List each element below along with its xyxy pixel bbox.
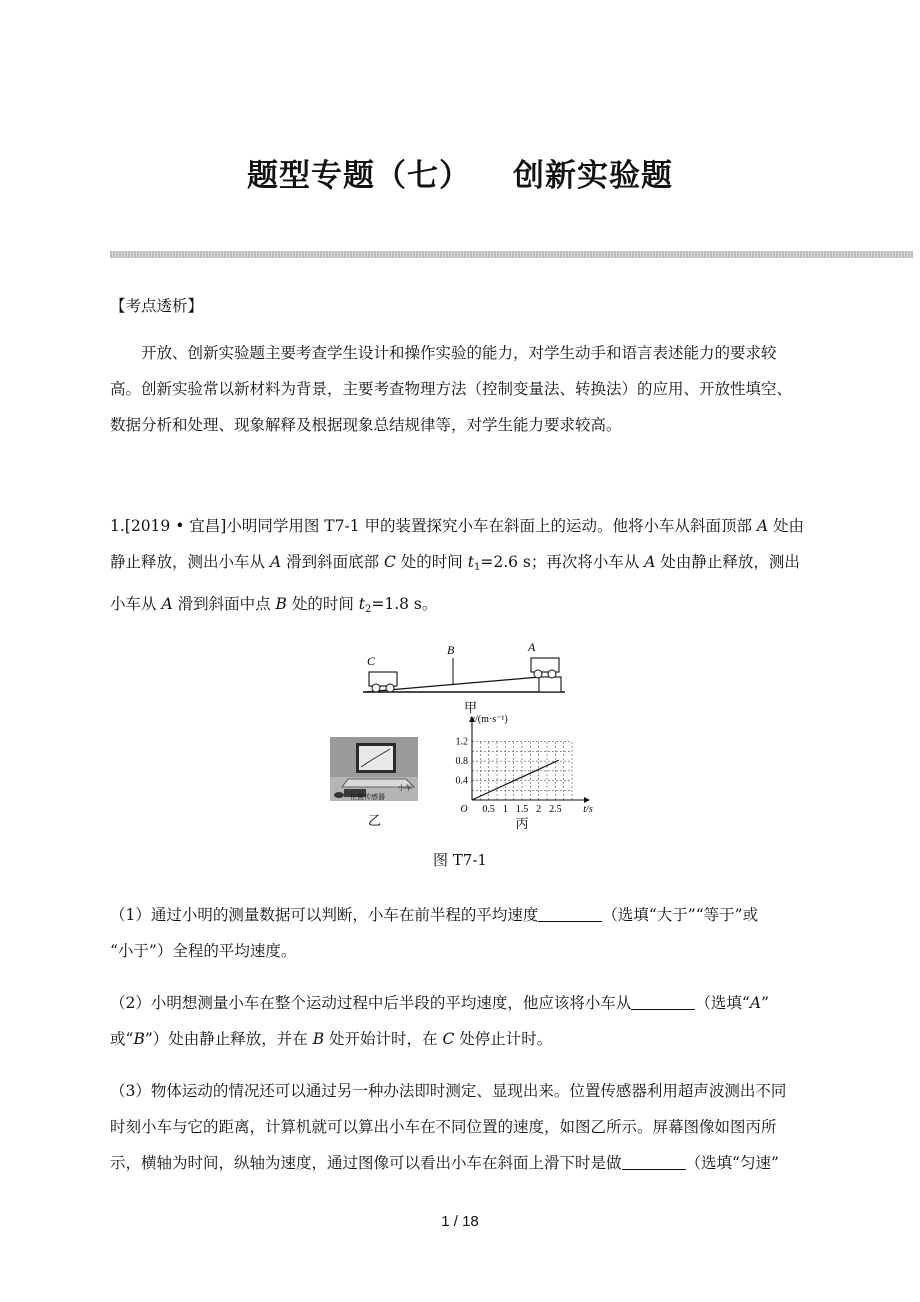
point-a: A <box>749 994 762 1012</box>
point-b: B <box>133 1030 145 1048</box>
q-text: 处由 <box>768 517 805 535</box>
x-tick-label: 1.5 <box>515 804 529 815</box>
x-tick-label: 1 <box>502 804 508 815</box>
point-c: C <box>384 553 396 571</box>
y-tick-label: 0.4 <box>455 775 468 787</box>
q-text: 处的时间 <box>286 595 359 613</box>
x-axis-label: t/s <box>583 804 593 815</box>
figure-bing-chart <box>440 712 600 832</box>
cart-c-icon <box>369 672 397 692</box>
q-text: （选填“ <box>695 994 750 1012</box>
series-line <box>472 760 559 800</box>
x-tick-label: 2 <box>536 804 542 815</box>
y-tick-label: 1.2 <box>455 736 468 748</box>
q-text: 处由静止释放，测出 <box>655 553 800 571</box>
figure-caption: 图 T7-1 <box>433 851 487 869</box>
x-axis-arrow-icon <box>584 797 590 803</box>
sub-line: “小于”）全程的平均速度。 <box>110 942 297 960</box>
point-a: A <box>644 553 656 571</box>
title-sub: 创新实验题 <box>513 158 673 194</box>
label-b: B <box>447 643 455 657</box>
sub-line <box>110 1145 815 1181</box>
label-yi: 乙 <box>368 813 382 828</box>
intro-line: 开放、创新实验题主要考查学生设计和操作实验的能力，对学生动手和语言表述能力的要求较 <box>141 344 777 362</box>
label-jia: 甲 <box>464 700 478 714</box>
label-c: C <box>367 654 376 668</box>
q-text: 示，横轴为时间，纵轴为速度，通过图像可以看出小车在斜面上滑下时是做 <box>110 1154 622 1172</box>
sub-question-1 <box>110 897 815 969</box>
q-text: 滑到斜面底部 <box>281 553 384 571</box>
sub-line <box>110 897 815 933</box>
intro-paragraph <box>110 335 815 443</box>
q-text: 或“ <box>110 1030 134 1048</box>
figure-jia-incline <box>355 636 575 714</box>
time-symbol: t <box>467 553 474 571</box>
q-text: ”）处由静止释放，并在 <box>144 1030 313 1048</box>
answer-blank[interactable] <box>538 907 602 922</box>
point-b: B <box>275 595 287 613</box>
point-b: B <box>312 1030 325 1048</box>
sub-line: 时刻小车与它的距离，计算机就可以算出小车在不同位置的速度，如图乙所示。屏幕图像如图丙所 <box>110 1118 777 1136</box>
y-tick-label: 0.8 <box>455 756 468 768</box>
q-text: 静止释放，测出小车从 <box>110 553 270 571</box>
time-symbol: t <box>358 595 365 613</box>
page-title <box>0 150 920 195</box>
intro-line: 数据分析和处理、现象解释及根据现象总结规律等，对学生能力要求较高。 <box>110 416 622 434</box>
question-line <box>110 586 815 628</box>
cart-label: 小车 <box>398 784 412 792</box>
label-a: A <box>528 640 536 654</box>
q-text: 处开始计时，在 <box>324 1030 443 1048</box>
q-text: ” <box>761 994 769 1012</box>
point-c: C <box>442 1030 455 1048</box>
sensor-label: 位置传感器 <box>350 793 385 801</box>
cart-a-icon <box>531 658 559 678</box>
title-main: 题型专题（七） <box>247 158 471 194</box>
question-line <box>110 544 815 586</box>
sub-question-2 <box>110 985 815 1057</box>
section-heading: 【考点透析】 <box>110 297 204 315</box>
x-tick-label: 2.5 <box>549 804 562 815</box>
title-divider <box>110 251 913 258</box>
q-text: =1.8 s。 <box>371 595 438 613</box>
q-text: 小车从 <box>110 595 162 613</box>
q-text: （选填“大于”“等于”或 <box>602 906 759 924</box>
q-text: 处停止计时。 <box>454 1030 553 1048</box>
sub-line <box>110 1021 815 1057</box>
q-text: 滑到斜面中点 <box>172 595 276 613</box>
figure-yi-photo <box>330 737 420 829</box>
sub-question-3 <box>110 1073 815 1181</box>
y-axis-label: v/(m·s⁻¹) <box>470 714 508 725</box>
sub-line <box>110 985 815 1021</box>
sub-line: （3）物体运动的情况还可以通过另一种办法即时测定、显现出来。位置传感器利用超声波测出不同 <box>110 1082 787 1100</box>
q-text: （2）小明想测量小车在整个运动过程中后半段的平均速度，他应该将小车从 <box>110 994 632 1012</box>
q-text: =2.6 s；再次将小车从 <box>480 553 645 571</box>
page-number: 1 / 18 <box>441 1213 479 1230</box>
question-line <box>110 508 815 544</box>
question-1 <box>110 508 815 628</box>
label-bing: 丙 <box>515 816 529 831</box>
point-a: A <box>269 553 282 571</box>
support-block <box>539 677 561 692</box>
origin-label: O <box>460 804 468 815</box>
x-tick-label: 0.5 <box>482 804 495 815</box>
q-text: （1）通过小明的测量数据可以判断，小车在前半程的平均速度 <box>110 906 539 924</box>
answer-blank[interactable] <box>631 995 695 1010</box>
subscript: 1 <box>473 562 481 573</box>
intro-line: 高。创新实验常以新材料为背景，主要考查物理方法（控制变量法、转换法）的应用、开放性填空、 <box>110 380 793 398</box>
q-text: 处的时间 <box>395 553 468 571</box>
point-a: A <box>756 517 769 535</box>
q-text: 1.[2019 • 宜昌]小明同学用图 T7-1 甲的装置探究小车在斜面上的运动。他将小车从斜面顶部 <box>110 517 757 535</box>
answer-blank[interactable] <box>622 1155 686 1170</box>
q-text: （选填“匀速” <box>685 1154 779 1172</box>
subscript: 2 <box>364 604 372 615</box>
point-a: A <box>161 595 173 613</box>
